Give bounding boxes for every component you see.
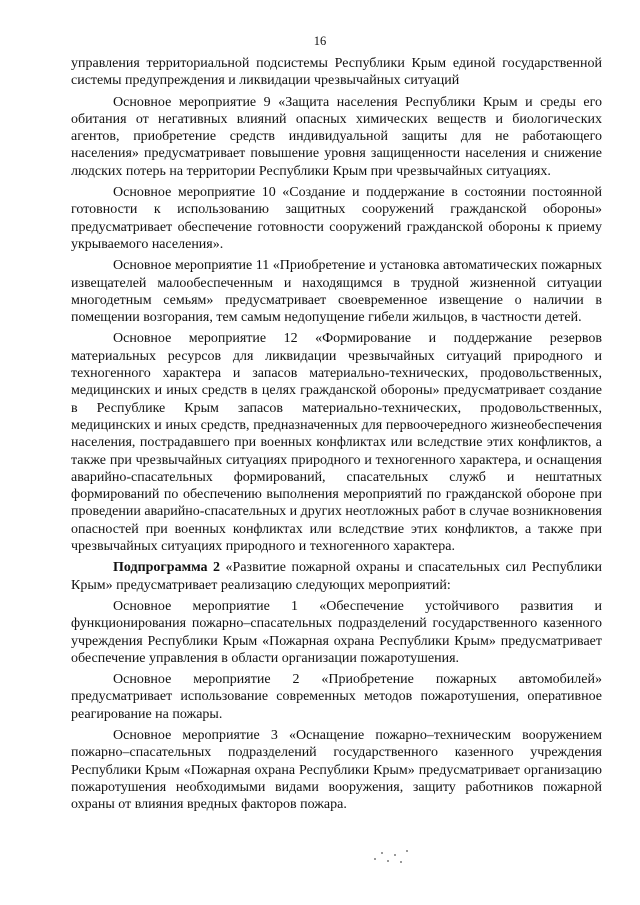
paragraph-measure-9: Основное мероприятие 9 «Защита населения Республики Крым и среды его обитания от негативных влияний опасных химических веществ и биологических агентов, приобретение средств индивидуальной защиты для не работающего населения» предусматривает повышение уровня защищенности населения и снижение людских потерь на территории Республики Крым при чрезвычайных ситуациях. bbox=[71, 94, 602, 179]
paragraph-measure-11: Основное мероприятие 11 «Приобретение и установка автоматических пожарных извещателей малообеспеченным и находящимся в трудной жизненной ситуации многодетным семьям» предусматривает своевременное извещение о наличии в помещении возгорания, тем самым недопущение гибели жильцов, в частности детей. bbox=[71, 258, 602, 326]
subprogram-description: «Развитие пожарной охраны и спасательных сил Республики Крым» предусматривает реализацию следующих мероприятий: bbox=[71, 560, 602, 593]
paragraph-measure-10: Основное мероприятие 10 «Создание и поддержание в состоянии постоянной готовности к использованию защитных сооружений гражданской обороны» предусматривает обеспечение готовности сооружений гражданской обороны к приему укрываемого населения». bbox=[71, 185, 602, 252]
paragraph-sp2-measure-2: Основное мероприятие 2 «Приобретение пожарных автомобилей» предусматривает использование современных методов пожаротушения, оперативное реагирование на пожары. bbox=[71, 672, 602, 722]
paragraph-subprogram-2 bbox=[71, 559, 602, 594]
paragraph-continuation: управления территориальной подсистемы Республики Крым единой государственной системы предупреждения и ликвидации чрезвычайных ситуаций bbox=[71, 56, 602, 89]
paragraph-measure-12: Основное мероприятие 12 «Формирование и поддержание резервов материальных ресурсов для ликвидации чрезвычайных ситуаций природного и техногенного характера и запасов материально-технических, продовольственных, медицинских и иных средств в целях гражданской обороны» предусматривает создание в Республике Крым запасов материально-технических, продовольственных, медицинских и иных средств, предназначенных для первоочередного жизнеобеспечения населения, пострадавшего при военных конфликтах или вследствие этих конфликтов, а также при чрезвычайных ситуациях природного и техногенного характера, и оснащения аварийно-спасательных формирований, спасательных служб и нештатных формирований по обеспечению выполнения мероприятий по гражданской обороне при проведении аварийно-спасательных и других неотложных работ в случае возникновения опасностей при военных конфликтах или вследствие этих конфликтов, а также при чрезвычайных ситуациях природного и техногенного характера. bbox=[71, 331, 602, 555]
document-body bbox=[71, 55, 602, 817]
page-number: 16 bbox=[313, 34, 327, 48]
paragraph-sp2-measure-1: Основное мероприятие 1 «Обеспечение устойчивого развития и функционирования пожарно–спасательных подразделений государственного казенного учреждения Республики Крым «Пожарная охрана Республики Крым» предусматривает обеспечение управления в области организации пожаротушения. bbox=[71, 598, 602, 666]
subprogram-heading: Подпрограмма 2 bbox=[113, 560, 221, 576]
scan-artifact bbox=[372, 848, 412, 864]
paragraph-sp2-measure-3: Основное мероприятие 3 «Оснащение пожарно–техническим вооружением пожарно–спасательных подразделений государственного казенного учреждения Республики Крым «Пожарная охрана Республики Крым» предусматривает организацию пожаротушения необходимыми видами вооружения, защиту работников пожарной охраны от влияния вредных факторов пожара. bbox=[71, 727, 602, 813]
